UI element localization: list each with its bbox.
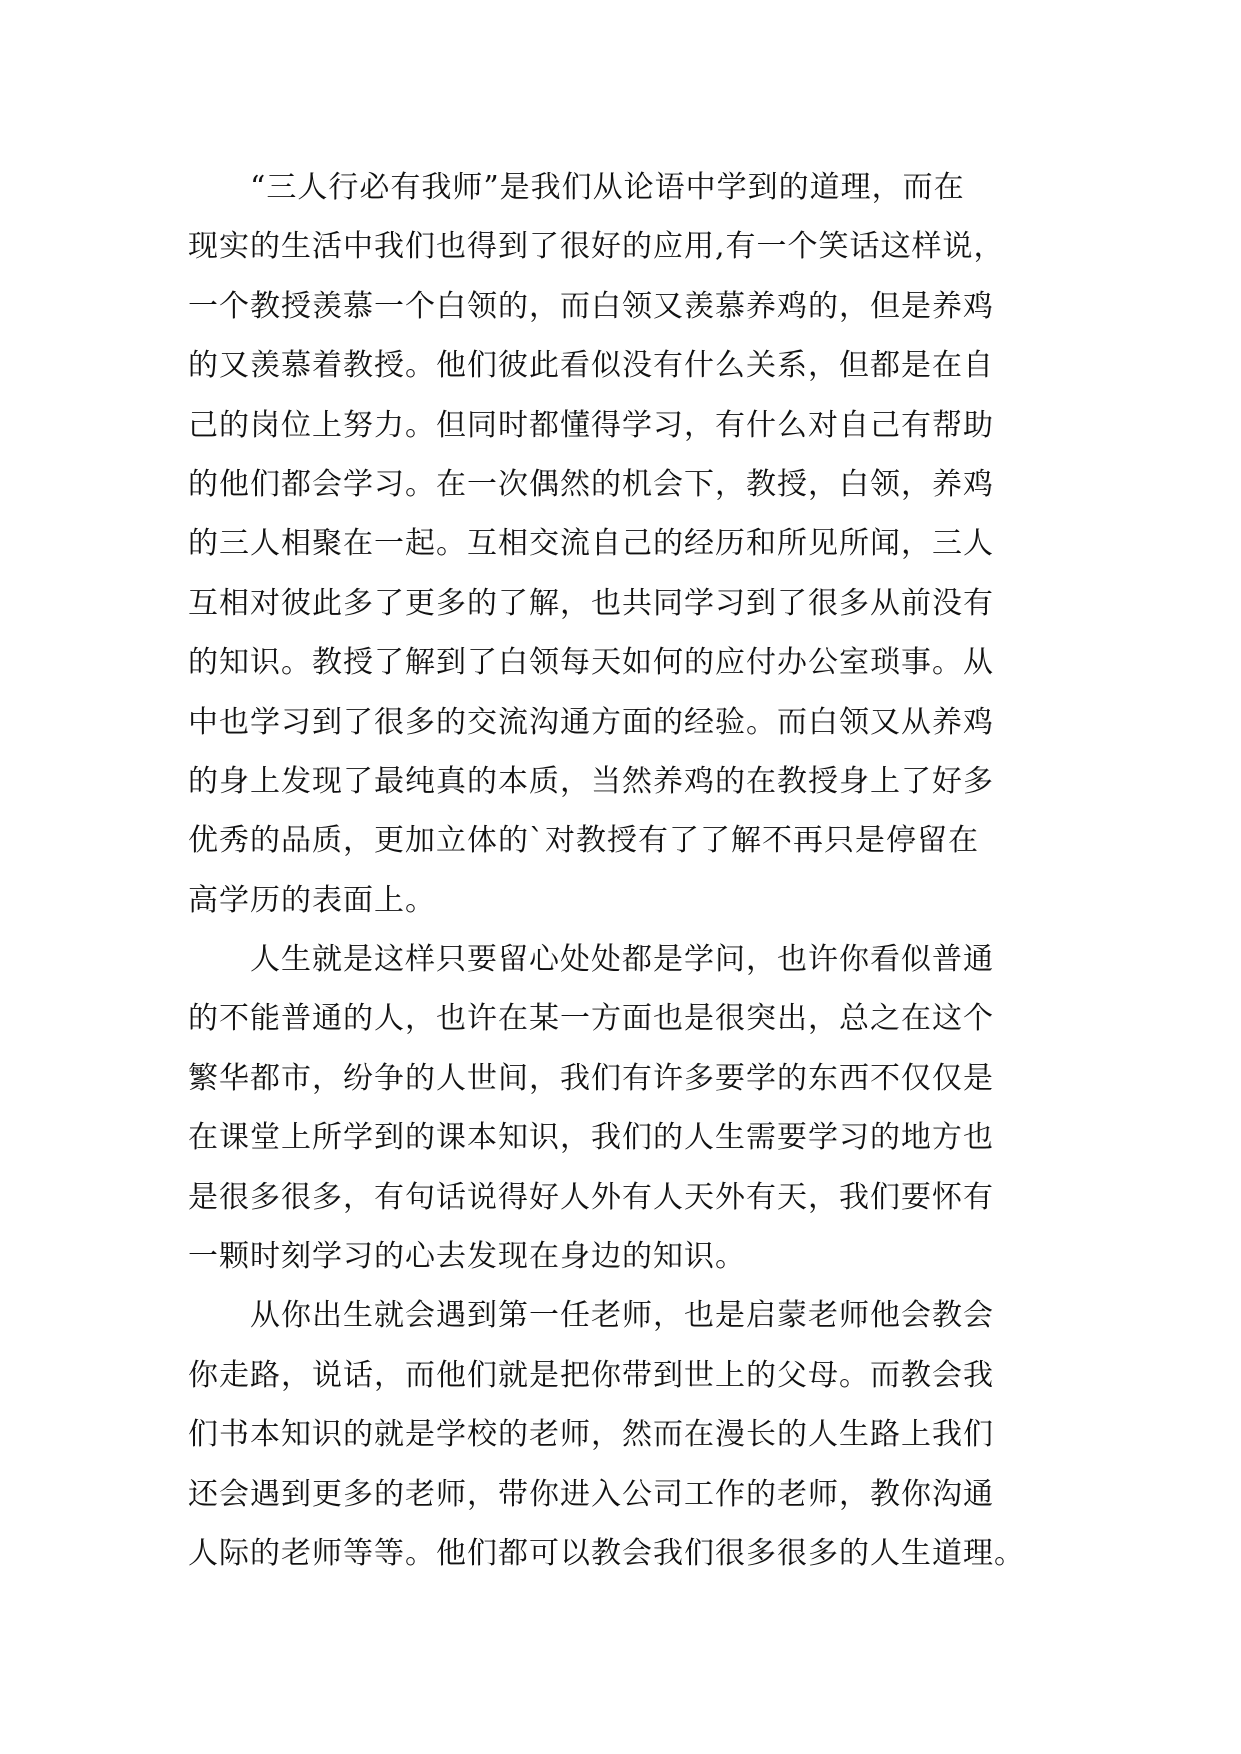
- paragraph-line: 己的岗位上努力。但同时都懂得学习，有什么对自己有帮助: [188, 407, 994, 443]
- paragraph-line: 的三人相聚在一起。互相交流自己的经历和所见所闻，三人: [188, 526, 994, 562]
- paragraph-3: [188, 1286, 1088, 1583]
- document-body: [188, 158, 1088, 1583]
- paragraph-line: 人际的老师等等。他们都可以教会我们很多很多的人生道理。: [188, 1535, 1025, 1571]
- paragraph-line: 的不能普通的人，也许在某一方面也是很突出，总之在这个: [188, 1001, 994, 1037]
- paragraph-1: [188, 158, 1088, 930]
- paragraph-line: 的知识。教授了解到了白领每天如何的应付办公室琐事。从: [188, 645, 994, 681]
- paragraph-line: 中也学习到了很多的交流沟通方面的经验。而白领又从养鸡: [188, 704, 994, 740]
- paragraph-line: 现实的生活中我们也得到了很好的应用,有一个笑话这样说，: [188, 229, 1005, 265]
- paragraph-line: 从你出生就会遇到第一任老师，也是启蒙老师他会教会: [250, 1298, 994, 1334]
- paragraph-line: 在课堂上所学到的课本知识，我们的人生需要学习的地方也: [188, 1120, 994, 1156]
- paragraph-line: 是很多很多，有句话说得好人外有人天外有天，我们要怀有: [188, 1179, 994, 1215]
- paragraph-line: 的他们都会学习。在一次偶然的机会下，教授，白领，养鸡: [188, 466, 994, 502]
- paragraph-line: 繁华都市，纷争的人世间，我们有许多要学的东西不仅仅是: [188, 1060, 994, 1096]
- paragraph-line: 你走路，说话，而他们就是把你带到世上的父母。而教会我: [188, 1357, 994, 1393]
- paragraph-line: 一个教授羡慕一个白领的，而白领又羡慕养鸡的，但是养鸡: [188, 288, 994, 324]
- paragraph-line: 的又羡慕着教授。他们彼此看似没有什么关系，但都是在自: [188, 348, 994, 384]
- paragraph-line: 互相对彼此多了更多的了解，也共同学习到了很多从前没有: [188, 585, 994, 621]
- paragraph-line: 还会遇到更多的老师，带你进入公司工作的老师，教你沟通: [188, 1476, 994, 1512]
- paragraph-line: 一颗时刻学习的心去发现在身边的知识。: [188, 1239, 746, 1275]
- paragraph-2: [188, 930, 1088, 1286]
- paragraph-line: “三人行必有我师”是我们从论语中学到的道理，而在: [250, 170, 965, 205]
- paragraph-line: 优秀的品质，更加立体的`对教授有了了解不再只是停留在: [188, 823, 979, 859]
- paragraph-line: 们书本知识的就是学校的老师，然而在漫长的人生路上我们: [188, 1417, 994, 1453]
- paragraph-line: 人生就是这样只要留心处处都是学问，也许你看似普通: [250, 942, 994, 978]
- paragraph-line: 高学历的表面上。: [188, 882, 436, 918]
- paragraph-line: 的身上发现了最纯真的本质，当然养鸡的在教授身上了好多: [188, 763, 994, 799]
